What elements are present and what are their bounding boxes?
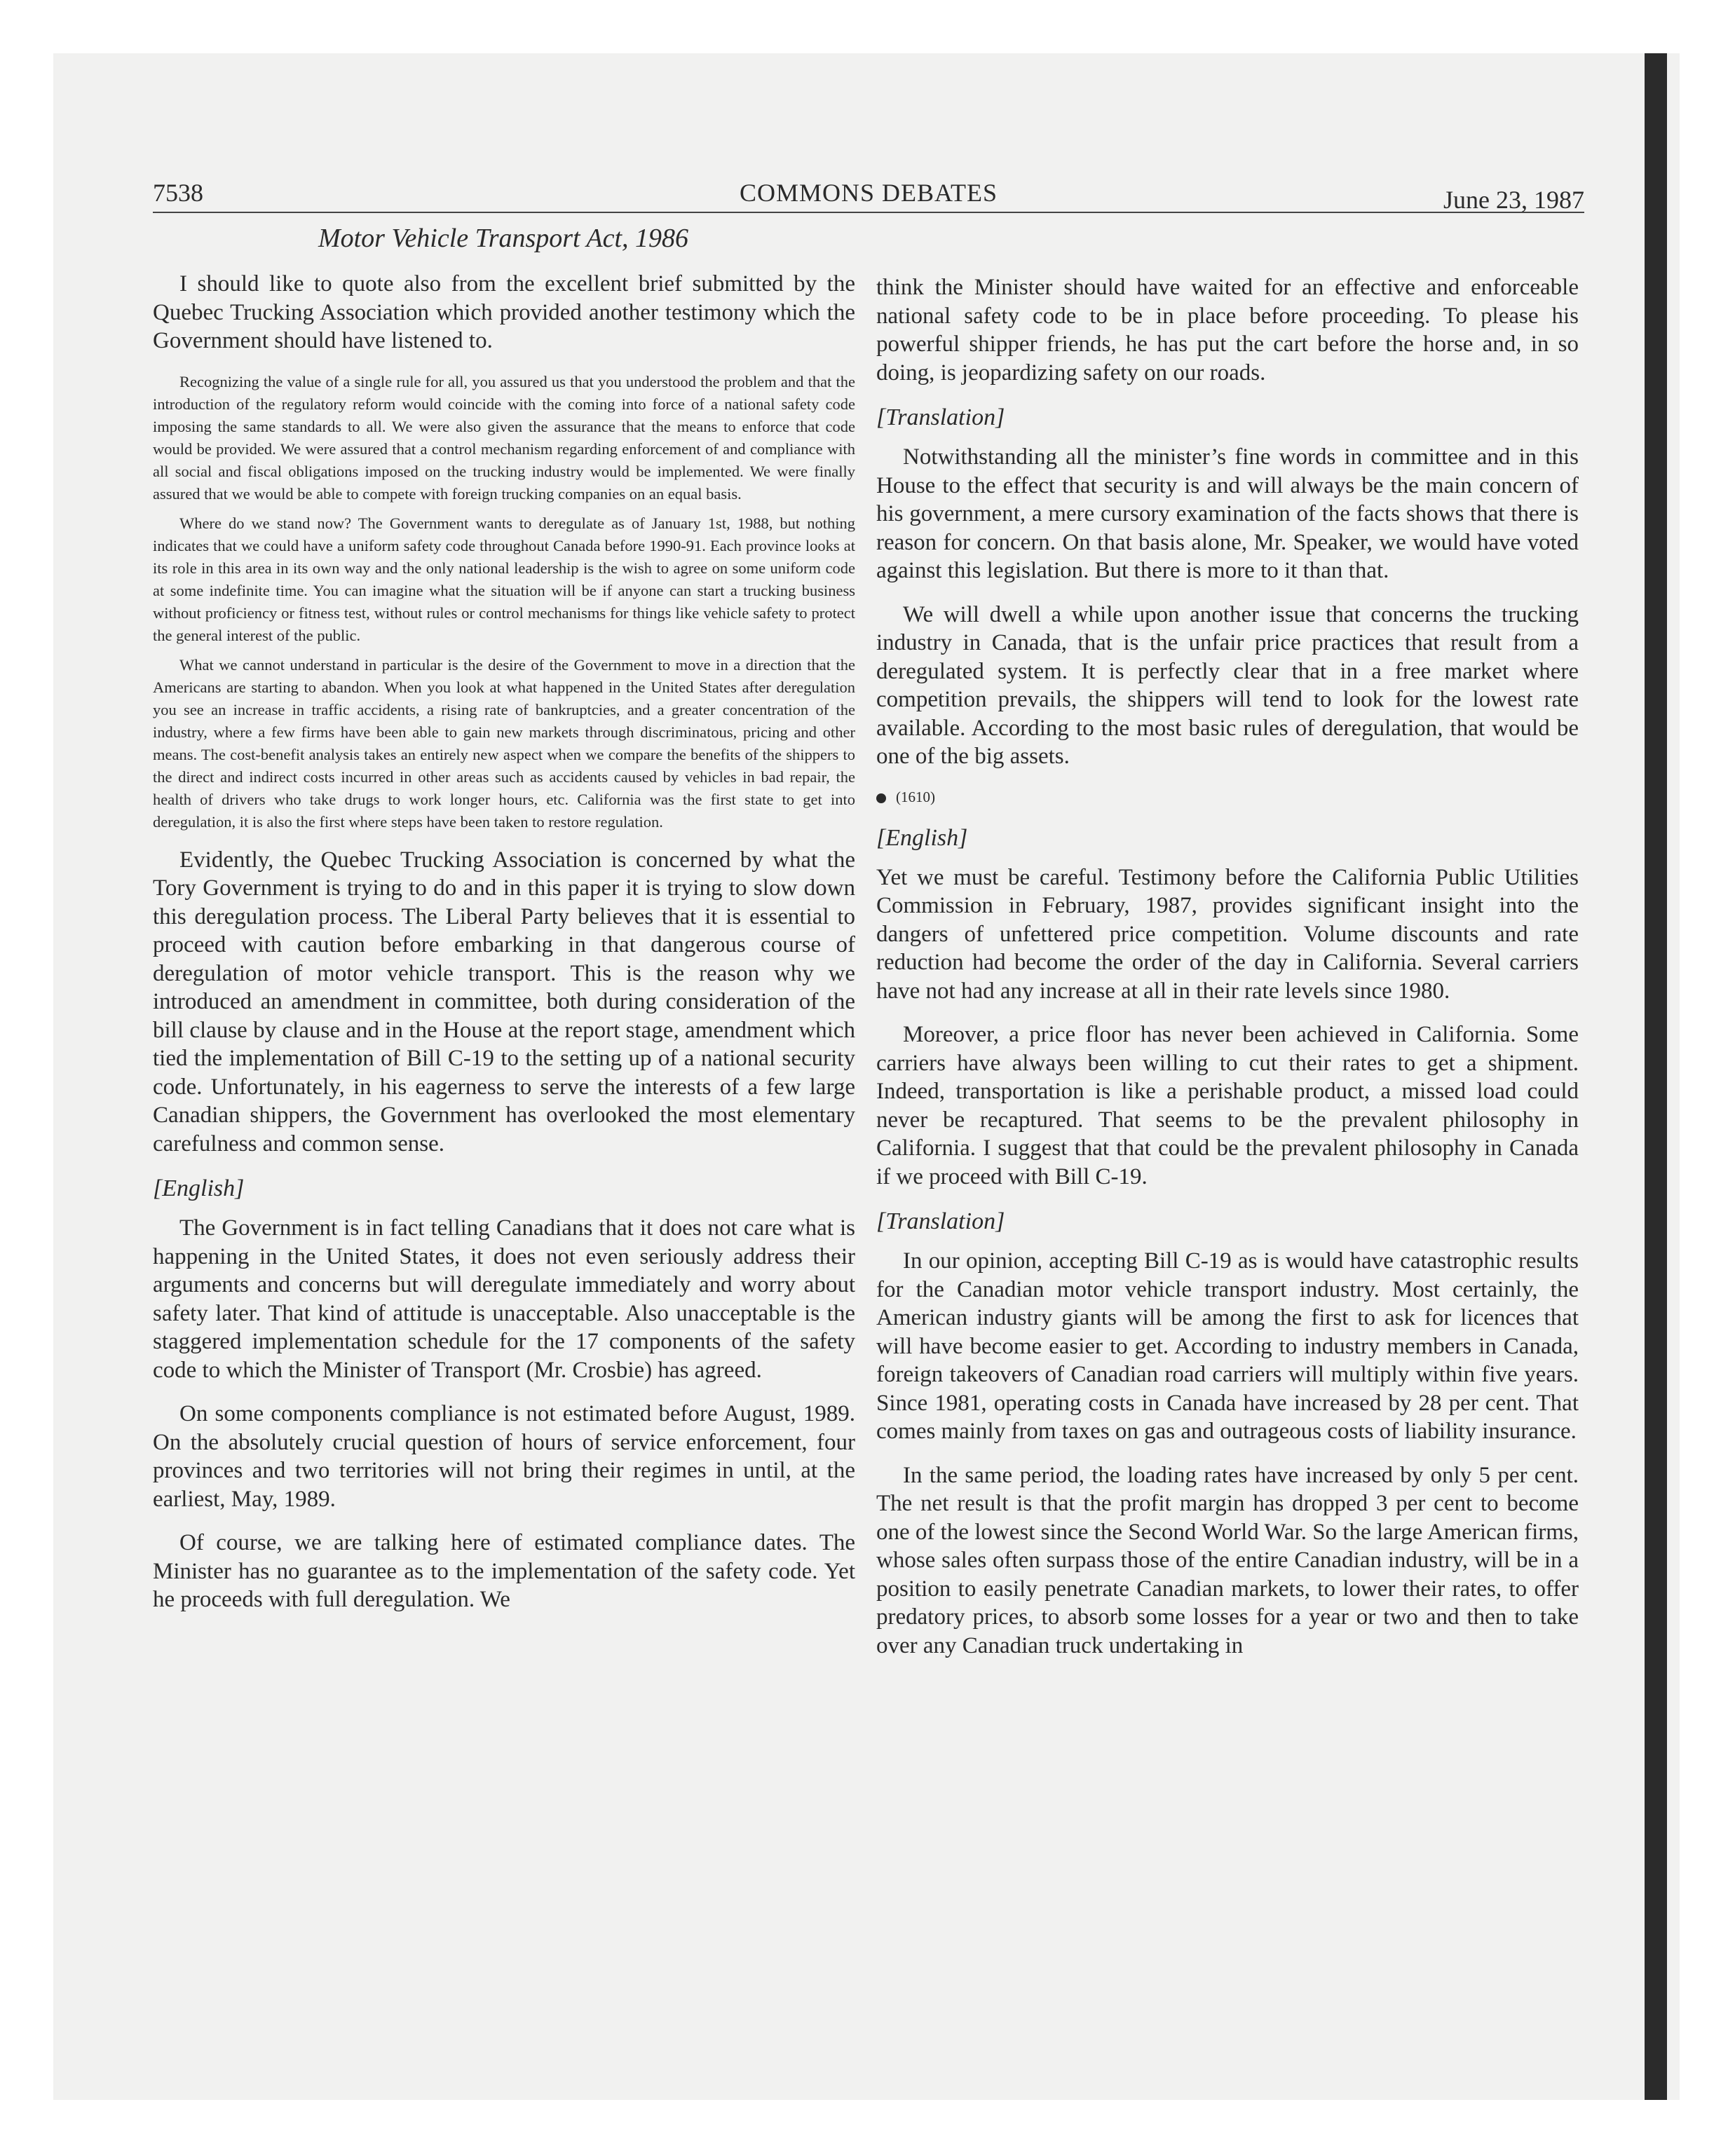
publication-date: June 23, 1987 xyxy=(1443,186,1584,214)
paragraph: Yet we must be careful. Testimony before the California Public Utilities Commission in February, 1987, provides significant insight into the dangers of unfettered price competition. Volume discounts and rate reduction had become the order of the day in California. Several carriers have not had any increase at all in their rate levels since 1980. xyxy=(876,864,1579,1004)
language-tag: [English] xyxy=(876,824,968,851)
publication-title: COMMONS DEBATES xyxy=(739,179,998,207)
paragraph: In the same period, the loading rates have increased by only 5 per cent. The net result is that the profit margin has dropped 3 per cent to become one of the lowest since the Second World War. So the large American firms, whose sales often surpass those of the entire Canadian industry, will be in a position to easily penetrate Canadian markets, to lower their rates, to offer predatory prices, to absorb some losses for a year or two and then to take over any Canadian truck undertaking in xyxy=(876,1462,1579,1658)
page-header xyxy=(153,175,1584,213)
quoted-paragraph: Where do we stand now? The Government wants to deregulate as of January 1st, 1988, but nothing indicates that we could have a uniform safety code throughout Canada before 1990-91. Each province looks at its role in this area in its own way and the only national leadership is the wish to agree on some uniform code at some indefinite time. You can imagine what the situation will be if anyone can start a trucking business without proficiency or fitness test, without rules or control mechanisms for things like vehicle safety to protect the general interest of the public. xyxy=(153,514,855,644)
paragraph: Moreover, a price floor has never been achieved in California. Some carriers have always been willing to cut their rates to get a shipment. Indeed, transportation is like a perishable product, a missed load could never be recaptured. That seems to be the prevalent philosophy in California. I suggest that that could be the prevalent philosophy in Canada if we proceed with Bill C-19. xyxy=(876,1022,1579,1189)
time-marker xyxy=(876,786,1579,807)
language-tag: [English] xyxy=(153,1175,245,1201)
paragraph: I should like to quote also from the excellent brief submitted by the Quebec Trucking Association which provided another testimony which the Government should have listened to. xyxy=(153,271,855,353)
time-marker-label: (1610) xyxy=(896,788,935,805)
page-number: 7538 xyxy=(153,179,203,207)
paragraph: think the Minister should have waited for an effective and enforceable national safety code to be in place before proceeding. To please his powerful shipper friends, he has put the cart before the horse and, in so doing, is jeopardizing safety on our roads. xyxy=(876,275,1579,386)
left-column xyxy=(153,270,855,1630)
quoted-paragraph: Recognizing the value of a single rule for all, you assured us that you understood the problem and that the introduction of the regulatory reform would coincide with the coming into force of a national safety code imposing the same standards to all. We were also given the assurance that the means to enforce that code would be provided. We were assured that a control mechanism regarding enforcement of and compliance with all social and fiscal obligations imposed on the trucking industry would be implemented. We were finally assured that we would be able to compete with foreign trucking companies on an equal basis. xyxy=(153,372,855,503)
paragraph: Of course, we are talking here of estimated compliance dates. The Minister has no guarantee as to the implementation of the safety code. Yet he proceeds with full deregulation. We xyxy=(153,1530,855,1612)
language-tag: [Translation] xyxy=(876,404,1005,430)
paragraph: Evidently, the Quebec Trucking Association is concerned by what the Tory Government is trying to do and in this paper it is trying to slow down this deregulation process. The Liberal Party believes that it is essential to proceed with caution before embarking in that dangerous course of deregulation of motor vehicle transport. This is the reason why we introduced an amendment in committee, both during consideration of the bill clause by clause and in the House at the report stage, amendment which tied the implementation of Bill C-19 to the setting up of a national security code. Unfortunately, in his eagerness to serve the interests of a few large Canadian shippers, the Government has overlooked the most elementary carefulness and common sense. xyxy=(153,847,855,1157)
scan-edge-bar xyxy=(1645,53,1667,2100)
right-column xyxy=(876,273,1579,1675)
paragraph: The Government is in fact telling Canadians that it does not care what is happening in the United States, it does not even seriously address their arguments and concerns but will deregulate immediately and worry about safety later. That kind of attitude is unacceptable. Also unacceptable is the staggered implementation schedule for the 17 components of the safety code to which the Minister of Transport (Mr. Crosbie) has agreed. xyxy=(153,1215,855,1383)
bullet-dot-icon xyxy=(876,793,886,803)
section-subhead: Motor Vehicle Transport Act, 1986 xyxy=(318,224,689,253)
paragraph: Notwithstanding all the minister’s fine words in committee and in this House to the effect that security is and will always be the main concern of his government, a mere cursory examination of the facts shows that there is reason for concern. On that basis alone, Mr. Speaker, we would have voted against this legislation. But there is more to it than that. xyxy=(876,444,1579,583)
paragraph: We will dwell a while upon another issue that concerns the trucking industry in Canada, that is the unfair price practices that result from a deregulated system. It is perfectly clear that in a free market where competition prevails, the shippers will tend to look for the lowest rate available. According to the most basic rules of deregulation, that would be one of the big assets. xyxy=(876,601,1579,769)
paragraph: In our opinion, accepting Bill C-19 as is would have catastrophic results for the Canadian motor vehicle transport industry. Most certainly, the American industry giants will be among the first to ask for licences that will have become easier to get. According to industry members in Canada, foreign takeovers of Canadian road carriers will multiply within five years. Since 1981, operating costs in Canada have increased by 28 per cent. That comes mainly from taxes on gas and outrageous costs of liability insurance. xyxy=(876,1248,1579,1444)
language-tag: [Translation] xyxy=(876,1208,1005,1234)
paragraph: On some components compliance is not estimated before August, 1989. On the absolutely crucial question of hours of service enforcement, four provinces and two territories will not bring their regimes in until, at the earliest, May, 1989. xyxy=(153,1401,855,1512)
quoted-paragraph: What we cannot understand in particular is the desire of the Government to move in a direction that the Americans are starting to abandon. When you look at what happened in the United States after deregulation you see an increase in traffic accidents, a rising rate of bankruptcies, and a greater concentration of the industry, where a few firms have been able to gain new markets through discriminatous, pricing and other means. The cost-benefit analysis takes an entirely new aspect when we compare the benefits of the shippers to the direct and indirect costs incurred in other areas such as accidents caused by vehicles in bad repair, the health of drivers who take drugs to work longer hours, etc. California was the first state to get into deregulation, it is also the first where steps have been taken to restore regulation. xyxy=(153,655,855,831)
